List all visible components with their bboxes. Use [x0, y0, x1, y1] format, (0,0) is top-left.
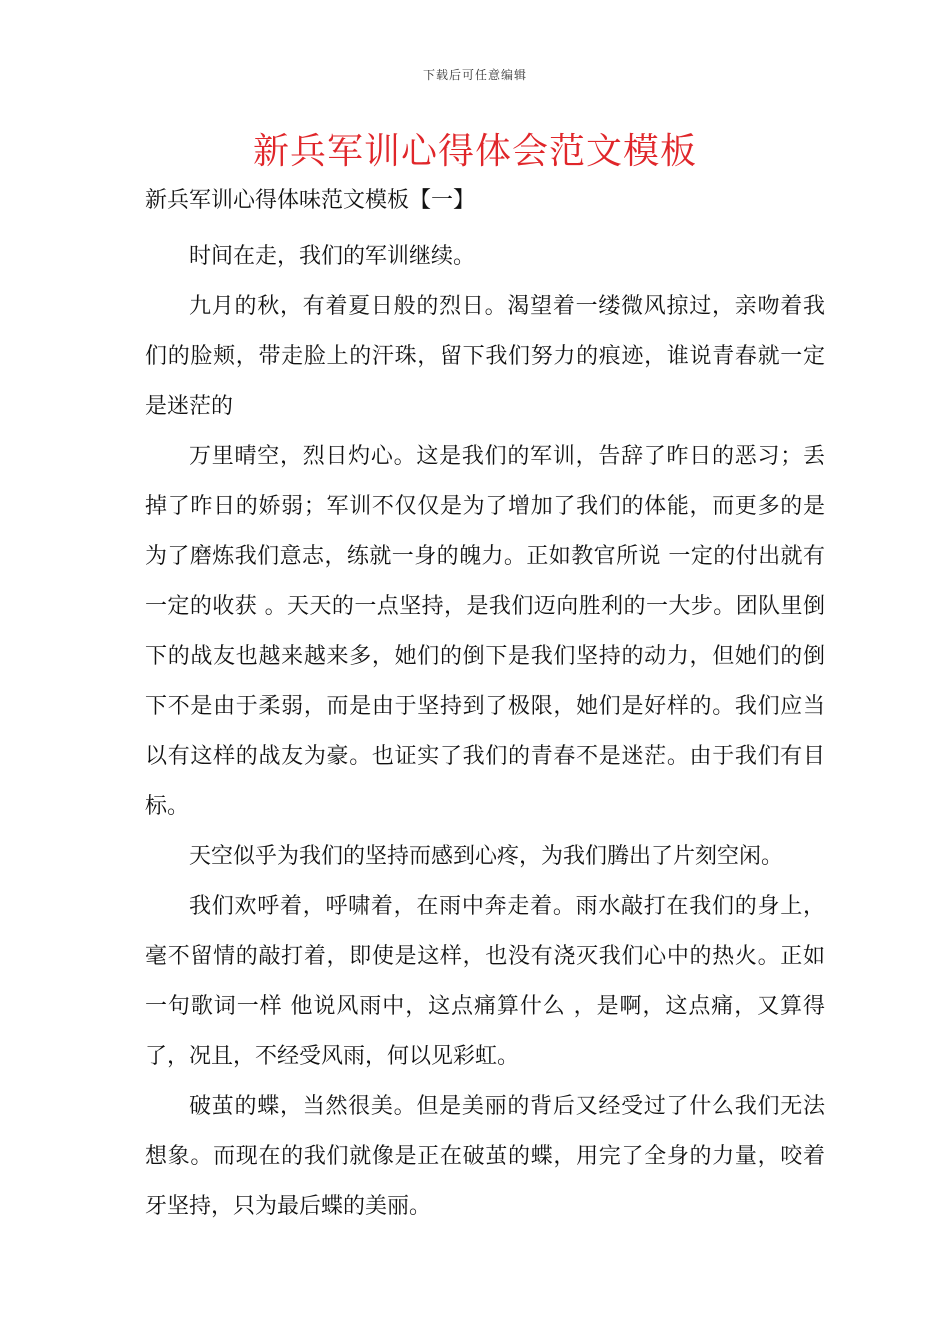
header-note: 下载后可任意编辑 — [422, 68, 527, 82]
paragraph: 时间在走，我们的军训继续。 — [189, 244, 476, 269]
section-heading: 新兵军训心得体味范文模板【一】 — [145, 188, 476, 213]
paragraph: 我们欢呼着，呼啸着，在雨中奔走着。雨水敲打在我们的身上，毫不留情的敲打着，即使是这样，也没有浇灭我们心中的热火。正如一句歌词一样 他说风雨中，这点痛算什么 ，是啊，这点痛，又算得了，况且，不经受风雨，何以见彩虹。 — [145, 894, 825, 1069]
paragraph: 破茧的蝶，当然很美。但是美丽的背后又经受过了什么我们无法想象。而现在的我们就像是正在破茧的蝶，用完了全身的力量，咬着牙坚持，只为最后蝶的美丽。 — [145, 1094, 825, 1219]
paragraph: 万里晴空，烈日灼心。这是我们的军训，告辞了昨日的恶习；丢掉了昨日的娇弱；军训不仅仅是为了增加了我们的体能，而更多的是为了磨炼我们意志，练就一身的魄力。正如教官所说 一定的付出就有一定的收获 。天天的一点坚持，是我们迈向胜利的一大步。团队里倒下的战友也越来越来多，她们的倒下是我们坚持的动力，但她们的倒下不是由于柔弱，而是由于坚持到了极限，她们是好样的。我们应当以有这样的战友为豪。也证实了我们的青春不是迷茫。由于我们有目标。 — [145, 444, 825, 819]
paragraph: 九月的秋，有着夏日般的烈日。渴望着一缕微风掠过，亲吻着我们的脸颊，带走脸上的汗珠，留下我们努力的痕迹，谁说青春就一定是迷茫的 — [145, 294, 825, 419]
body-text — [145, 232, 825, 1232]
paragraph: 天空似乎为我们的坚持而感到心疼，为我们腾出了片刻空闲。 — [189, 844, 784, 869]
document-title: 新兵军训心得体会范文模板 — [252, 131, 697, 172]
